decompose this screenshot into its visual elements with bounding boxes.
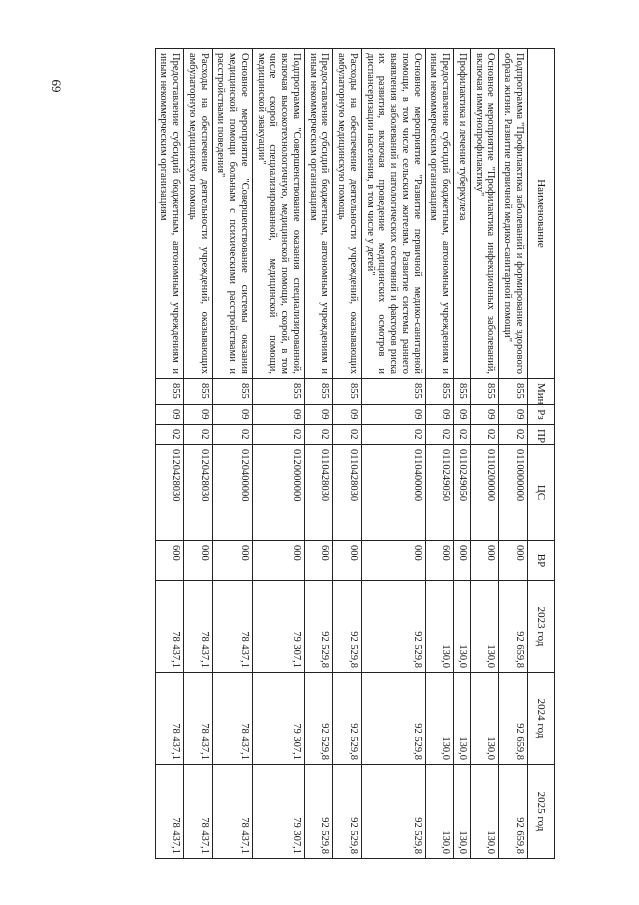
row-vr: 000 <box>471 541 500 581</box>
header-2024: 2024 год <box>528 673 555 765</box>
header-cs: ЦС <box>528 445 555 541</box>
row-cs: 0110428030 <box>305 445 334 541</box>
row-vr: 000 <box>184 541 213 581</box>
row-rz: 09 <box>155 405 184 425</box>
row-min: 855 <box>425 379 454 405</box>
row-rz: 09 <box>333 405 362 425</box>
row-2023: 92 659,8 <box>499 581 528 673</box>
row-cs: 0120400000 <box>212 445 252 541</box>
row-vr: 000 <box>333 541 362 581</box>
row-2025: 92 659,8 <box>499 765 528 859</box>
row-name: Подпрограмма "Профилактика заболеваний и формирование здорового образа жизни. Развитие первичной медико-санитарной помощи" <box>499 49 528 379</box>
row-min: 855 <box>333 379 362 405</box>
row-vr: 600 <box>155 541 184 581</box>
row-2024: 92 529,8 <box>305 673 334 765</box>
row-2023: 78 437,1 <box>155 581 184 673</box>
row-rz: 09 <box>425 405 454 425</box>
row-2023: 79 307,1 <box>253 581 305 673</box>
budget-table <box>155 48 555 859</box>
table-row <box>253 49 305 859</box>
row-pr: 02 <box>212 425 252 445</box>
row-name: Предоставление субсидий бюджетным, автономным учреждениям и иным некоммерческим организациям <box>305 49 334 379</box>
row-rz: 09 <box>253 405 305 425</box>
row-2023: 92 529,8 <box>305 581 334 673</box>
row-2024: 78 437,1 <box>184 673 213 765</box>
row-2023: 92 529,8 <box>362 581 426 673</box>
row-cs: 0120428030 <box>184 445 213 541</box>
row-2024: 92 529,8 <box>333 673 362 765</box>
row-pr: 02 <box>333 425 362 445</box>
row-name: Предоставление субсидий бюджетным, автономным учреждениям и иным некоммерческим организациям <box>425 49 454 379</box>
row-min: 855 <box>184 379 213 405</box>
row-pr: 02 <box>305 425 334 445</box>
row-rz: 09 <box>212 405 252 425</box>
table-row <box>305 49 334 859</box>
row-cs: 0110400000 <box>362 445 426 541</box>
row-cs: 0110428030 <box>333 445 362 541</box>
row-min: 855 <box>155 379 184 405</box>
row-2023: 130,0 <box>471 581 500 673</box>
row-vr: 000 <box>362 541 426 581</box>
row-2023: 78 437,1 <box>212 581 252 673</box>
row-rz: 09 <box>184 405 213 425</box>
row-cs: 0120428030 <box>155 445 184 541</box>
row-2025: 130,0 <box>425 765 454 859</box>
header-min: Мин <box>528 379 555 405</box>
row-2025: 78 437,1 <box>212 765 252 859</box>
row-2025: 130,0 <box>454 765 471 859</box>
row-2025: 92 529,8 <box>305 765 334 859</box>
row-2024: 79 307,1 <box>253 673 305 765</box>
row-cs: 0110249050 <box>454 445 471 541</box>
row-min: 855 <box>454 379 471 405</box>
row-min: 855 <box>499 379 528 405</box>
row-2024: 130,0 <box>471 673 500 765</box>
row-2023: 78 437,1 <box>184 581 213 673</box>
row-2025: 78 437,1 <box>184 765 213 859</box>
table-row <box>499 49 528 859</box>
row-vr: 600 <box>305 541 334 581</box>
row-rz: 09 <box>305 405 334 425</box>
row-2025: 92 529,8 <box>333 765 362 859</box>
row-2025: 130,0 <box>471 765 500 859</box>
row-cs: 0110000000 <box>499 445 528 541</box>
row-2024: 130,0 <box>454 673 471 765</box>
row-pr: 02 <box>425 425 454 445</box>
header-2025: 2025 год <box>528 765 555 859</box>
row-2023: 92 529,8 <box>333 581 362 673</box>
row-name: Основное мероприятие "Совершенствование системы оказания медицинской помощи больным с психическими расстройствами и расстройствами поведения" <box>212 49 252 379</box>
row-pr: 02 <box>362 425 426 445</box>
row-cs: 0120000000 <box>253 445 305 541</box>
row-2024: 92 529,8 <box>362 673 426 765</box>
row-cs: 0110249050 <box>425 445 454 541</box>
row-pr: 02 <box>454 425 471 445</box>
row-min: 855 <box>305 379 334 405</box>
table-body <box>155 49 527 859</box>
row-rz: 09 <box>362 405 426 425</box>
table-row <box>212 49 252 859</box>
header-vr: ВР <box>528 541 555 581</box>
row-name: Предоставление субсидий бюджетным, автономным учреждениям и иным некоммерческим организациям <box>155 49 184 379</box>
row-pr: 02 <box>471 425 500 445</box>
row-vr: 000 <box>253 541 305 581</box>
table-row <box>155 49 184 859</box>
row-pr: 02 <box>155 425 184 445</box>
row-2025: 92 529,8 <box>362 765 426 859</box>
header-pr: ПР <box>528 425 555 445</box>
table-row <box>362 49 426 859</box>
table-header-row <box>528 49 555 859</box>
row-rz: 09 <box>454 405 471 425</box>
row-2025: 78 437,1 <box>155 765 184 859</box>
row-pr: 02 <box>499 425 528 445</box>
table-row <box>454 49 471 859</box>
row-name: Подпрограмма "Совершенствование оказания специализированной, включая высокотехнологичную, медицинской помощи, скорой, в том числе скорой специализированной, медицинской помощи, медицинской эвакуации" <box>253 49 305 379</box>
row-name: Профилактика и лечение туберкулеза <box>454 49 471 379</box>
row-name: Основное мероприятие "Профилактика инфекционных заболеваний, включая иммунопрофилактику" <box>471 49 500 379</box>
row-2025: 79 307,1 <box>253 765 305 859</box>
row-min: 855 <box>362 379 426 405</box>
table-row <box>471 49 500 859</box>
row-vr: 000 <box>454 541 471 581</box>
row-name: Расходы на обеспечение деятельности учреждений, оказывающих амбулаторную медицинскую помощь <box>184 49 213 379</box>
row-2024: 78 437,1 <box>155 673 184 765</box>
row-cs: 0110200000 <box>471 445 500 541</box>
row-name: Расходы на обеспечение деятельности учреждений, оказывающих амбулаторную медицинскую помощь <box>333 49 362 379</box>
table-row <box>425 49 454 859</box>
page-number: 69 <box>48 79 64 93</box>
row-2024: 78 437,1 <box>212 673 252 765</box>
row-pr: 02 <box>253 425 305 445</box>
row-pr: 02 <box>184 425 213 445</box>
row-2024: 130,0 <box>425 673 454 765</box>
row-2023: 130,0 <box>454 581 471 673</box>
row-vr: 000 <box>212 541 252 581</box>
row-name: Основное мероприятие "Развитие первичной медико-санитарной помощи, в том числе сельским жителям. Развитие системы раннего выявления заболеваний и патологических состояний и факторов риска их развития, включая проведение медицинских осмотров и диспансеризации населения, в том числе у детей" <box>362 49 426 379</box>
row-2024: 92 659,8 <box>499 673 528 765</box>
row-rz: 09 <box>499 405 528 425</box>
row-vr: 600 <box>425 541 454 581</box>
row-2023: 130,0 <box>425 581 454 673</box>
table-row <box>184 49 213 859</box>
header-2023: 2023 год <box>528 581 555 673</box>
row-min: 855 <box>471 379 500 405</box>
row-vr: 000 <box>499 541 528 581</box>
row-min: 855 <box>253 379 305 405</box>
header-name: Наименование <box>528 49 555 379</box>
row-min: 855 <box>212 379 252 405</box>
row-rz: 09 <box>471 405 500 425</box>
header-rz: Рз <box>528 405 555 425</box>
table-row <box>333 49 362 859</box>
rotated-page-content <box>115 48 555 858</box>
